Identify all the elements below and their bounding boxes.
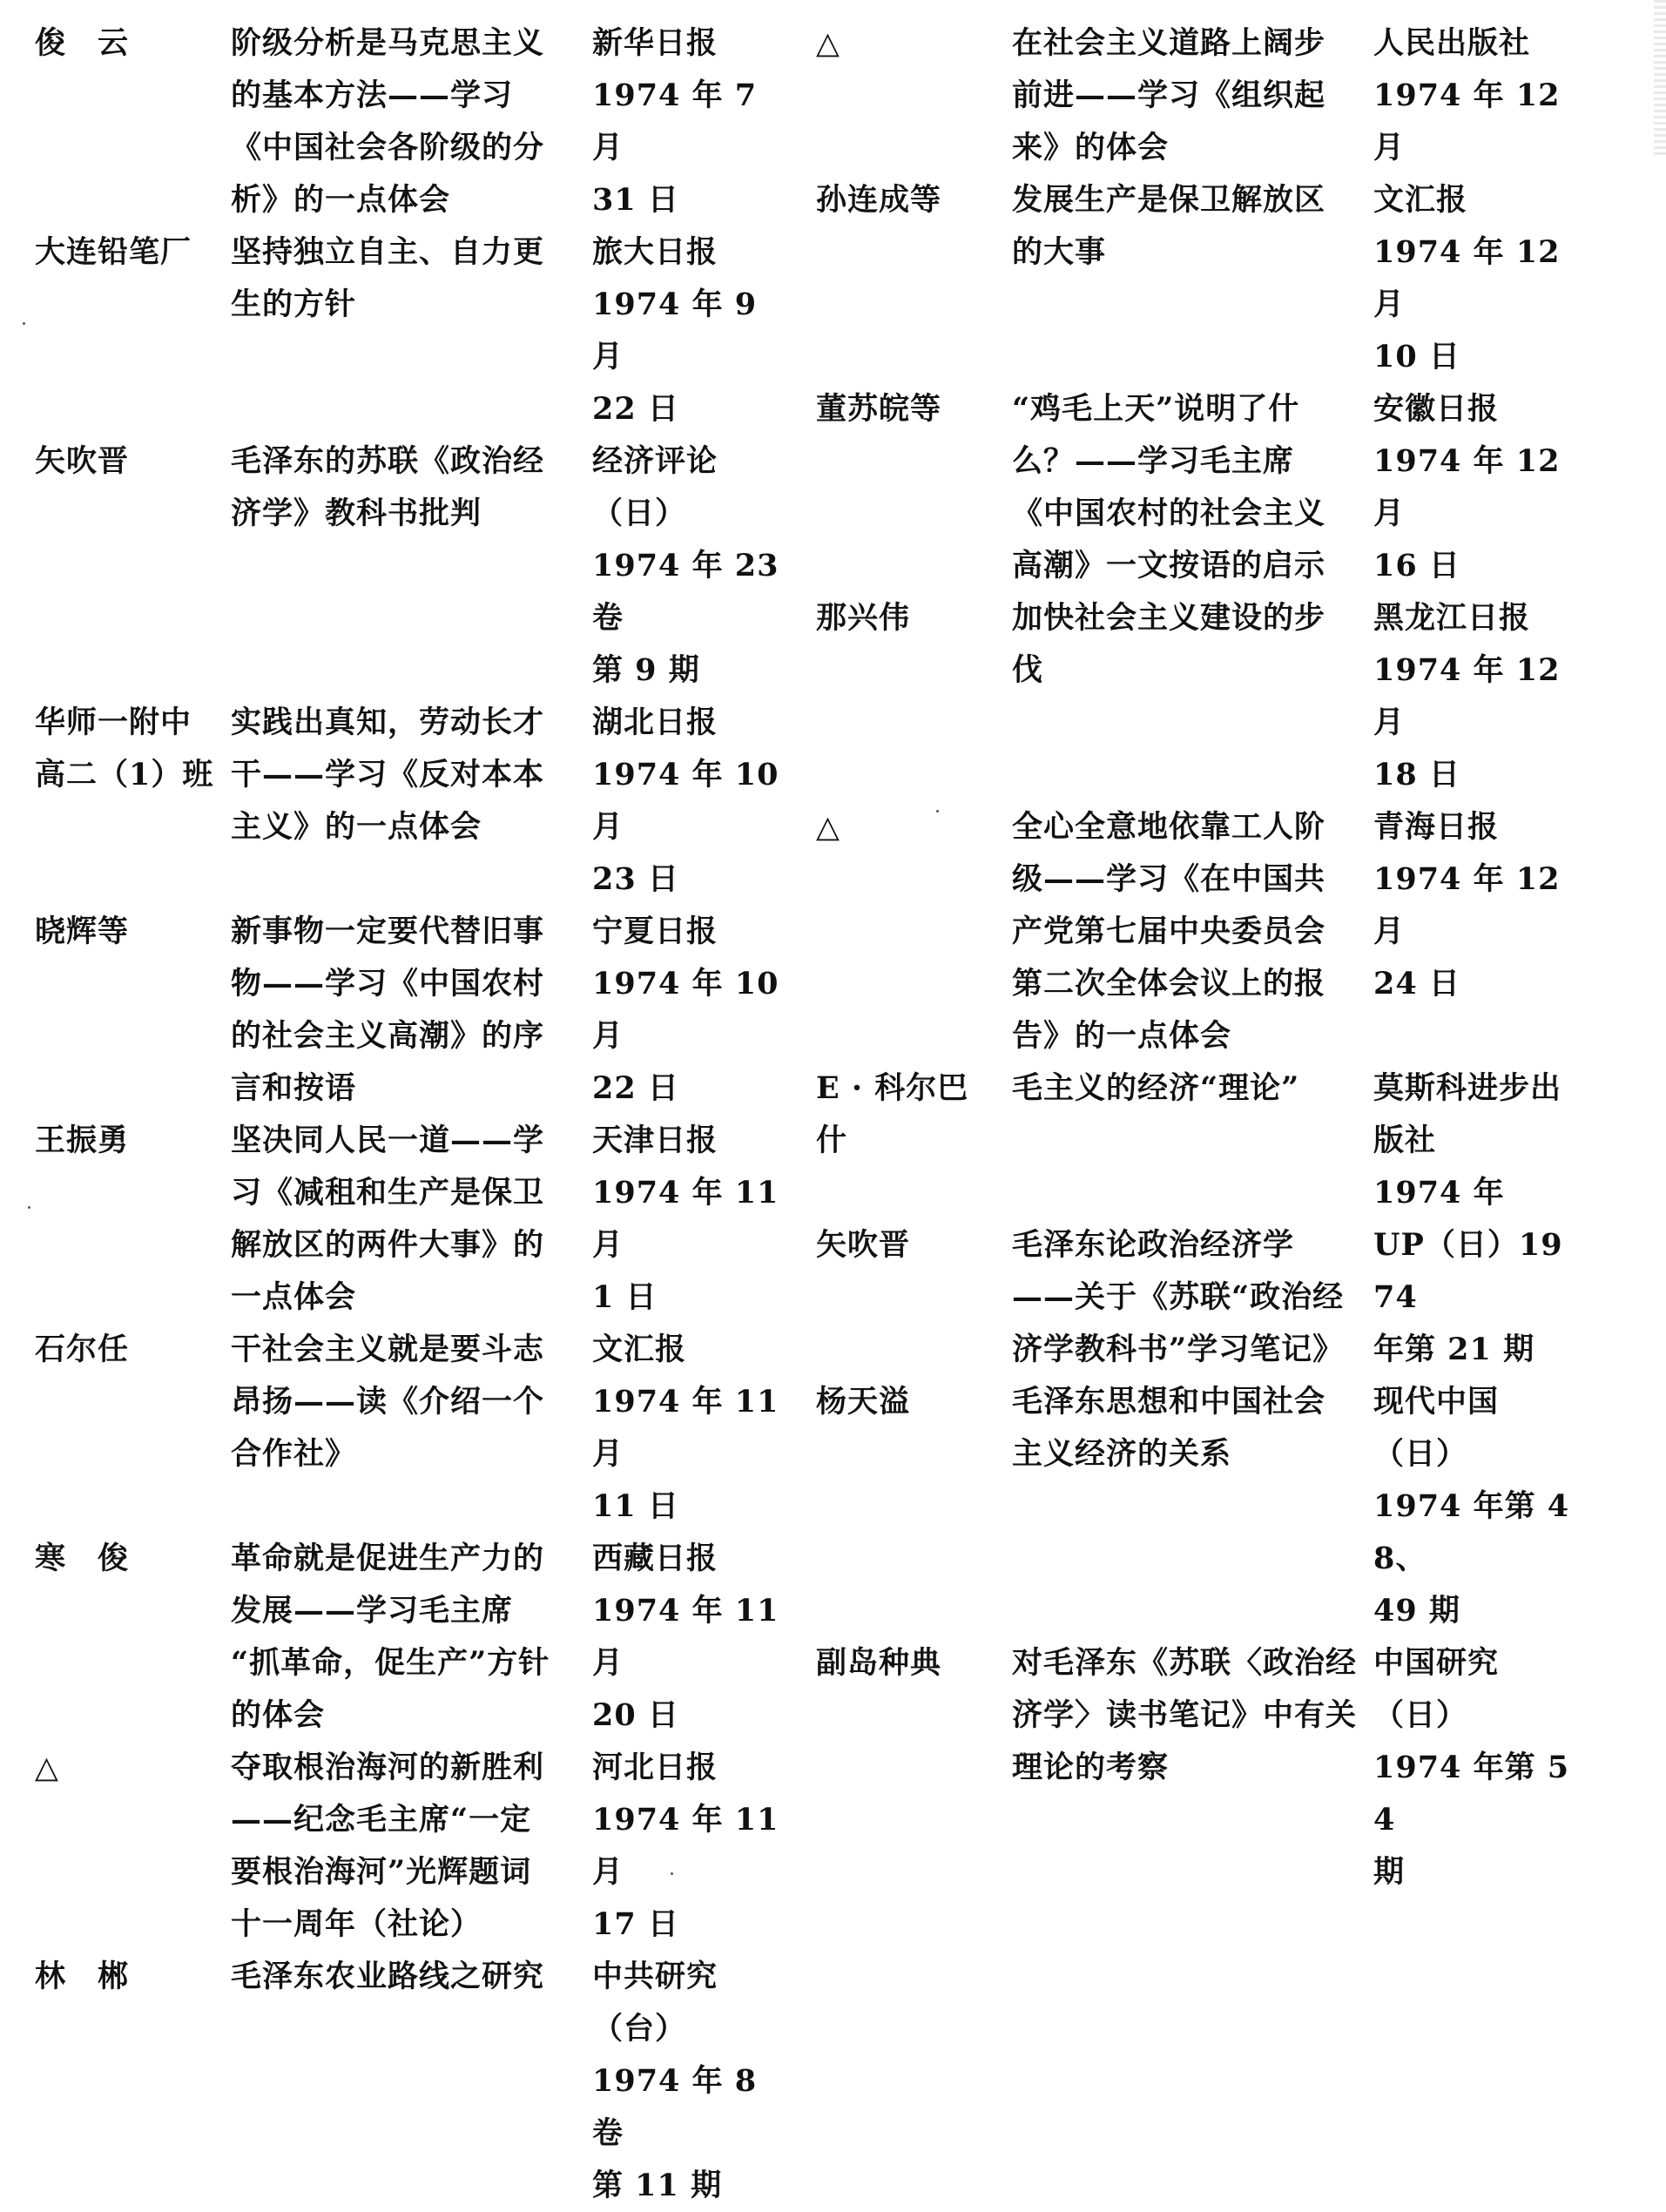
bibliography-entry [35, 226, 797, 435]
entry-author: 大连铅笔厂 [35, 234, 192, 270]
entry-author: 石尔任 [35, 1332, 130, 1367]
entry-title: 革命就是促进生产力的 发展——学习毛主席 “抓革命，促生产”方针 的体会 [231, 1541, 550, 1733]
entry-author: 林 郴 [35, 1959, 130, 1994]
bibliography-entry [816, 592, 1578, 801]
bibliography-entry [35, 435, 797, 697]
entry-title: 毛泽东思想和中国社会 主义经济的关系 [1012, 1384, 1326, 1472]
entry-author: △ [816, 809, 840, 845]
bibliography-entry [35, 1742, 797, 1951]
entry-author: 杨天溢 [816, 1384, 911, 1420]
entry-source: 新华日报 1974 年 7 月 31 日 [592, 25, 758, 218]
entry-author: 董苏皖等 [816, 391, 942, 427]
entry-title: 干社会主义就是要斗志 昂扬——读《介绍一个 合作社》 [231, 1332, 545, 1472]
bibliography-entry [816, 1637, 1578, 1898]
entry-source: 黑龙江日报 1974 年 12 月 18 日 [1373, 600, 1561, 792]
entry-source: 河北日报 1974 年 11 月 17 日 [592, 1750, 779, 1942]
entry-author: 副岛种典 [816, 1645, 942, 1681]
entry-title: “鸡毛上天”说明了什 么？——学习毛主席 《中国农村的社会主义 高潮》一文按语的启示 [1012, 391, 1326, 583]
entry-source: 莫斯科进步出 版社 1974 年 [1373, 1070, 1562, 1211]
bibliography-entry [816, 383, 1578, 592]
bibliography-entry [816, 1219, 1578, 1376]
scan-speck [671, 1872, 673, 1875]
bibliography-entry [35, 1324, 797, 1533]
scan-speck [28, 1206, 30, 1209]
entry-source: 经济评论（日） 1974 年 23 卷 第 9 期 [592, 443, 779, 688]
entry-source: 西藏日报 1974 年 11 月 20 日 [592, 1541, 779, 1733]
bibliography-entry [816, 1376, 1578, 1637]
entry-title: 新事物一定要代替旧事 物——学习《中国农村 的社会主义高潮》的序 言和按语 [231, 914, 545, 1106]
left-column [35, 17, 797, 2212]
entry-title: 毛泽东论政治经济学 ——关于《苏联“政治经 济学教科书”学习笔记》 [1012, 1227, 1345, 1367]
right-column [816, 17, 1578, 1898]
entry-title: 加快社会主义建设的步 伐 [1012, 600, 1326, 688]
scan-speck [936, 810, 939, 813]
entry-author: 寒 俊 [35, 1541, 130, 1576]
entry-source: 中共研究（台） 1974 年 8 卷 第 11 期 [592, 1959, 758, 2203]
entry-source: 现代中国（日） 1974 年第 48、 49 期 [1373, 1384, 1570, 1629]
bibliography-entry [816, 174, 1578, 383]
bibliography-entry [35, 906, 797, 1115]
scan-edge-noise [1654, 0, 1666, 157]
bibliography-entry [35, 17, 797, 226]
entry-author: 矢吹晋 [35, 443, 130, 479]
scan-speck [23, 322, 25, 325]
entry-title: 坚持独立自主、自力更 生的方针 [231, 234, 545, 322]
entry-title: 发展生产是保卫解放区 的大事 [1012, 182, 1326, 270]
entry-author: △ [35, 1750, 59, 1785]
entry-title: 毛主义的经济“理论” [1012, 1070, 1300, 1106]
entry-source: 文汇报 1974 年 12 月 10 日 [1373, 182, 1561, 374]
bibliography-entry [35, 1533, 797, 1742]
entry-author: 晓辉等 [35, 914, 130, 949]
entry-source: UP（日）1974 年第 21 期 [1373, 1227, 1563, 1367]
entry-source: 文汇报 1974 年 11 月 11 日 [592, 1332, 779, 1524]
entry-author: 王振勇 [35, 1123, 130, 1158]
entry-title: 坚决同人民一道——学 习《减租和生产是保卫 解放区的两件大事》的 一点体会 [231, 1123, 545, 1315]
bibliography-entry [816, 1062, 1578, 1219]
bibliography-entry [35, 697, 797, 906]
bibliography-entry [816, 801, 1578, 1062]
entry-title: 实践出真知，劳动长才 干——学习《反对本本 主义》的一点体会 [231, 705, 545, 845]
entry-source: 中国研究（日） 1974 年第 54 期 [1373, 1645, 1570, 1890]
entry-title: 毛泽东的苏联《政治经 济学》教科书批判 [231, 443, 545, 531]
entry-source: 青海日报 1974 年 12 月 24 日 [1373, 809, 1561, 1001]
entry-source: 湖北日报 1974 年 10 月 23 日 [592, 705, 779, 897]
bibliography-entry [35, 1951, 797, 2212]
entry-source: 天津日报 1974 年 11 月 1 日 [592, 1123, 779, 1315]
bibliography-entry [816, 17, 1578, 174]
entry-title: 毛泽东农业路线之研究 [231, 1959, 545, 1994]
entry-title: 对毛泽东《苏联〈政治经 济学〉读书笔记》中有关 理论的考察 [1012, 1645, 1358, 1785]
entry-author: 矢吹晋 [816, 1227, 911, 1263]
entry-source: 安徽日报 1974 年 12 月 16 日 [1373, 391, 1561, 583]
entry-author: 俊 云 [35, 25, 130, 61]
entry-title: 阶级分析是马克思主义 的基本方法——学习 《中国社会各阶级的分 析》的一点体会 [231, 25, 545, 218]
entry-author: 华师一附中 高二（1）班 [35, 705, 214, 792]
entry-title: 夺取根治海河的新胜利 ——纪念毛主席“一定 要根治海河”光辉题词 十一周年（社论） [231, 1750, 545, 1942]
entry-source: 人民出版社 1974 年 12 月 [1373, 25, 1561, 165]
entry-source: 宁夏日报 1974 年 10 月 22 日 [592, 914, 779, 1106]
entry-author: △ [816, 25, 840, 61]
entry-title: 全心全意地依靠工人阶 级——学习《在中国共 产党第七届中央委员会 第二次全体会议上的报 告》的一点体会 [1012, 809, 1326, 1054]
entry-author: E · 科尔巴 什 [816, 1070, 969, 1158]
entry-source: 旅大日报 1974 年 9 月 22 日 [592, 234, 758, 427]
entry-author: 孙连成等 [816, 182, 942, 218]
entry-author: 那兴伟 [816, 600, 911, 636]
entry-title: 在社会主义道路上阔步 前进——学习《组织起 来》的体会 [1012, 25, 1326, 165]
bibliography-entry [35, 1115, 797, 1324]
